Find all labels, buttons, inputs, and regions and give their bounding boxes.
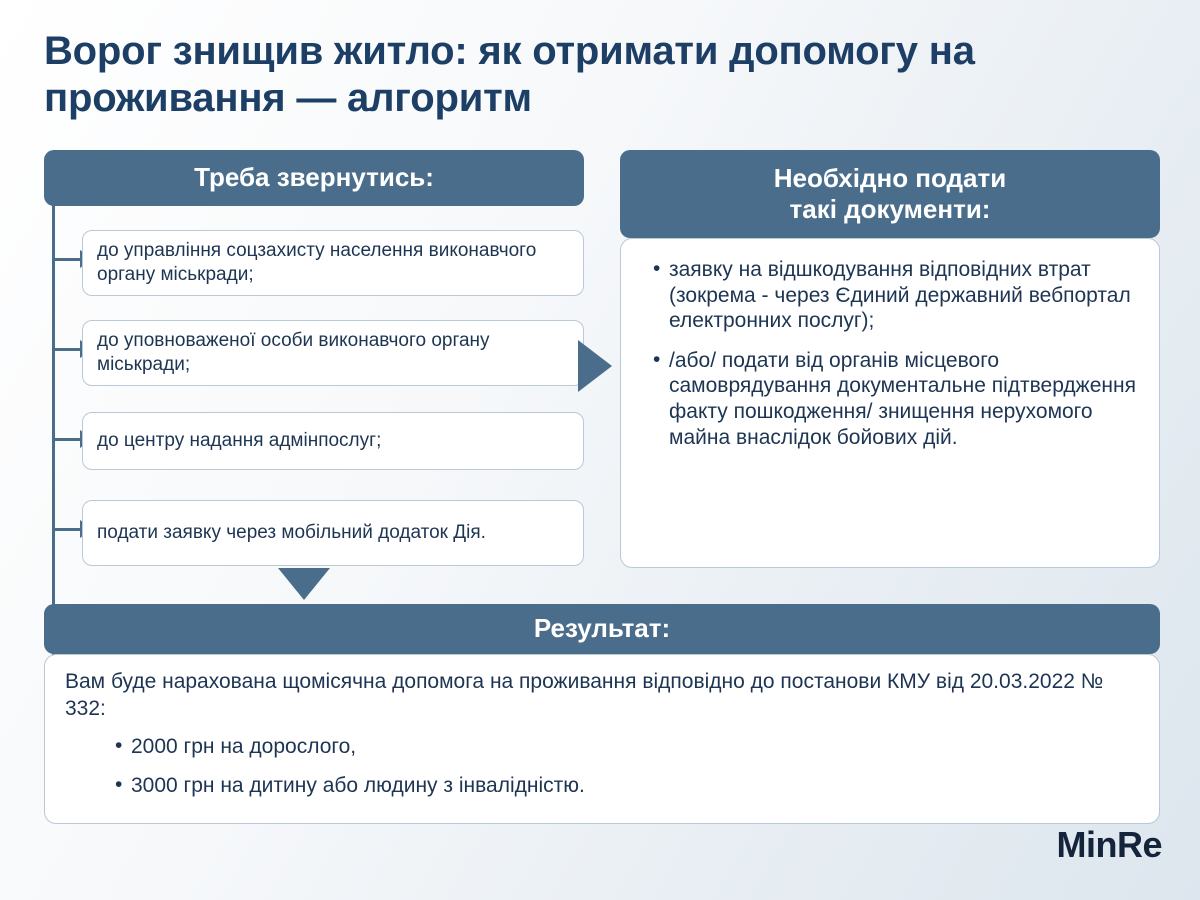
result-list <box>65 733 1139 800</box>
documents-list <box>637 257 1143 450</box>
documents-list-item: • /або/ подати від органів місцевого самоврядування документальне підтвердження факту пошкодження/ знищення нерухомого майна внаслідок бойових дій. <box>655 348 1143 450</box>
branch-line-3 <box>52 438 82 441</box>
result-intro-text: Вам буде нарахована щомісячна допомога на проживання відповідно до постанови КМУ від 20.03.2022 № 332: <box>65 670 1104 720</box>
documents-list-item: • заявку на відшкодування відповідних втрат (зокрема - через Єдиний державний вебпортал електронних послуг); <box>655 257 1143 334</box>
result-body <box>44 654 1160 824</box>
branch-line-1 <box>52 258 82 261</box>
apply-where-item-2[interactable]: до уповноваженої особи виконавчого органу міськради; <box>82 320 584 386</box>
documents-header <box>620 150 1160 238</box>
page-title: Ворог знищив житло: як отримати допомогу на проживання — алгоритм <box>44 29 975 121</box>
apply-where-header: Треба звернутись: <box>44 150 584 206</box>
apply-where-item-4[interactable]: подати заявку через мобільний додаток Дія. <box>82 500 584 566</box>
apply-where-item-3[interactable]: до центру надання адмінпослуг; <box>82 412 584 470</box>
documents-body <box>620 238 1160 568</box>
down-arrow-icon <box>278 568 330 600</box>
result-header: Результат: <box>44 604 1160 654</box>
documents-header-line-2: такі документи: <box>789 194 991 224</box>
documents-header-line-1: Необхідно подати <box>773 162 1007 193</box>
branch-line-4 <box>52 528 82 531</box>
apply-where-section <box>44 150 584 570</box>
result-list-item: • 2000 грн на дорослого, <box>115 733 1139 760</box>
right-arrow-icon <box>578 340 612 392</box>
brand-logo: MinRe <box>1056 824 1162 865</box>
apply-where-item-1[interactable]: до управління соцзахисту населення виконавчого органу міськради; <box>82 230 584 296</box>
result-list-item: • 3000 грн на дитину або людину з інвалідністю. <box>115 772 1139 799</box>
branch-line-2 <box>52 348 82 351</box>
